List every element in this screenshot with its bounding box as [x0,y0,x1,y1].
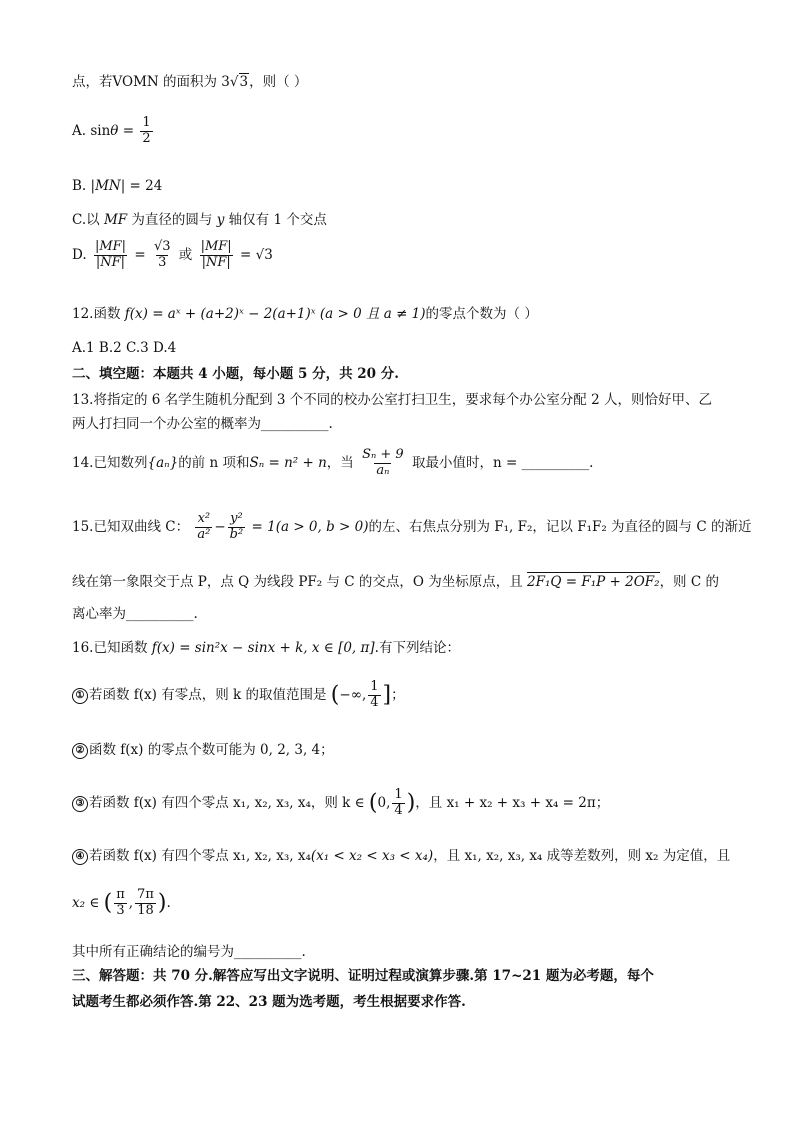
option-c: C.以 MF 为直径的圆与 y 轴仅有 1 个交点 [72,212,327,228]
question-12-options: A.1 B.2 C.3 D.4 [72,340,177,356]
circled-1-icon: ① [72,688,88,704]
statement-1: ① 若函数 f(x) 有零点，则 k 的取值范围是 (−∞, $\frac{1}{4}$ ]； [72,680,405,711]
statement-2: ② 函数 f(x) 的零点个数可能为 0, 2, 3, 4； [72,742,334,759]
option-a: A. sinθ = $\frac{1}{2}$ [72,115,151,146]
section-3-heading-1: 三、解答题：共 70 分.解答应写出文字说明、证明过程或演算步骤.第 17~21 题为必考题，每个 [72,968,654,984]
question-15-line-1: 15.已知双曲线 C： $\frac{\text{x²}}{\text{a²}}$ − $\frac{\text{y²}}{\text{b²}}$ = 1(a > 0, b > 0)的左、右焦点分别为 F₁, F₂，记以 F₁F₂ 为直径的圆与 C 的渐近 [72,511,752,542]
question-15-line-3: 离心率为__________. [72,606,198,622]
fraction-1-4-b: $\frac{1}{4}$ [394,787,403,818]
q11-continuation: 点，若VOMN 的面积为 3√3，则（ ） [72,74,308,90]
fraction-x2-a2: $\frac{\text{x²}}{\text{a²}}$ [197,511,211,542]
option-d: D. $\frac{|MF|}{|NF|}$ = $\frac{√3}{3}$ 或 $\frac{|MF|}{|NF|}$ = √3 [72,239,273,270]
option-b: B. |MN| = 24 [72,178,163,194]
statement-4-line-2: x₂ ∈ ( $\frac{\pi}{3}$ , $\frac{7\pi}{18}$ ). [72,887,171,918]
fraction-sqrt3-3: $\frac{√3}{3}$ [153,239,171,270]
sqrt-3: √3 [229,74,249,90]
question-16: 16.已知函数 f(x) = sin²x − sinx + k, x ∈ [0, π].有下列结论： [72,640,460,656]
section-3-heading-2: 试题考生都必须作答.第 22、23 题为选考题，考生根据要求作答. [72,994,466,1010]
question-15-line-2: 线在第一象限交于点 P，点 Q 为线段 PF₂ 与 C 的交点，O 为坐标原点，且 2F₁Q = F₁P + 2OF₂，则 C 的 [72,574,719,590]
circled-2-icon: ② [72,743,88,759]
question-12: 12.函数 f(x) = aˣ + (a+2)ˣ − 2(a+1)ˣ (a > 0 且 a ≠ 1)的零点个数为（ ） [72,306,538,322]
fraction-mf-nf: $\frac{|MF|}{|NF|}$ [94,239,127,270]
fraction-mf-nf-2: $\frac{|MF|}{|NF|}$ [200,239,232,270]
fraction-y2-b2: $\frac{\text{y²}}{\text{b²}}$ [229,511,244,542]
statement-4-line-1: ④ 若函数 f(x) 有四个零点 x₁, x₂, x₃, x₄(x₁ < x₂ < x₃ < x₄)，且 x₁, x₂, x₃, x₄ 成等差数列，则 x₂ 为定值，且 [72,848,730,865]
statement-3: ③ 若函数 f(x) 有四个零点 x₁, x₂, x₃, x₄，则 k ∈ (0, $\frac{1}{4}$ )，且 x₁ + x₂ + x₃ + x₄ = 2π； [72,788,609,819]
question-13-line-2: 两人打扫同一个办公室的概率为__________. [72,416,333,432]
circled-4-icon: ④ [72,849,88,865]
fraction-pi-3: $\frac{\pi}{3}$ [116,887,125,918]
question-14: 14.已知数列{aₙ}的前 n 项和Sₙ = n² + n，当 $\frac{\text{Sₙ + 9}}{\text{aₙ}}$ 取最小值时，n = __________. [72,447,594,478]
fraction-half: $\frac{1}{2}$ [142,115,151,146]
question-13-line-1: 13.将指定的 6 名学生随机分配到 3 个不同的校办公室打扫卫生，要求每个办公室分配 2 人，则恰好甲、乙 [72,392,712,408]
question-16-answer: 其中所有正确结论的编号为__________. [72,944,306,960]
circled-3-icon: ③ [72,796,88,812]
fraction-7pi-18: $\frac{7\pi}{18}$ [137,887,154,918]
section-2-heading: 二、填空题：本题共 4 小题，每小题 5 分，共 20 分. [72,366,399,382]
fraction-1-4: $\frac{1}{4}$ [370,679,379,710]
fraction-sn9-an: $\frac{\text{Sₙ + 9}}{\text{aₙ}}$ [362,447,404,478]
